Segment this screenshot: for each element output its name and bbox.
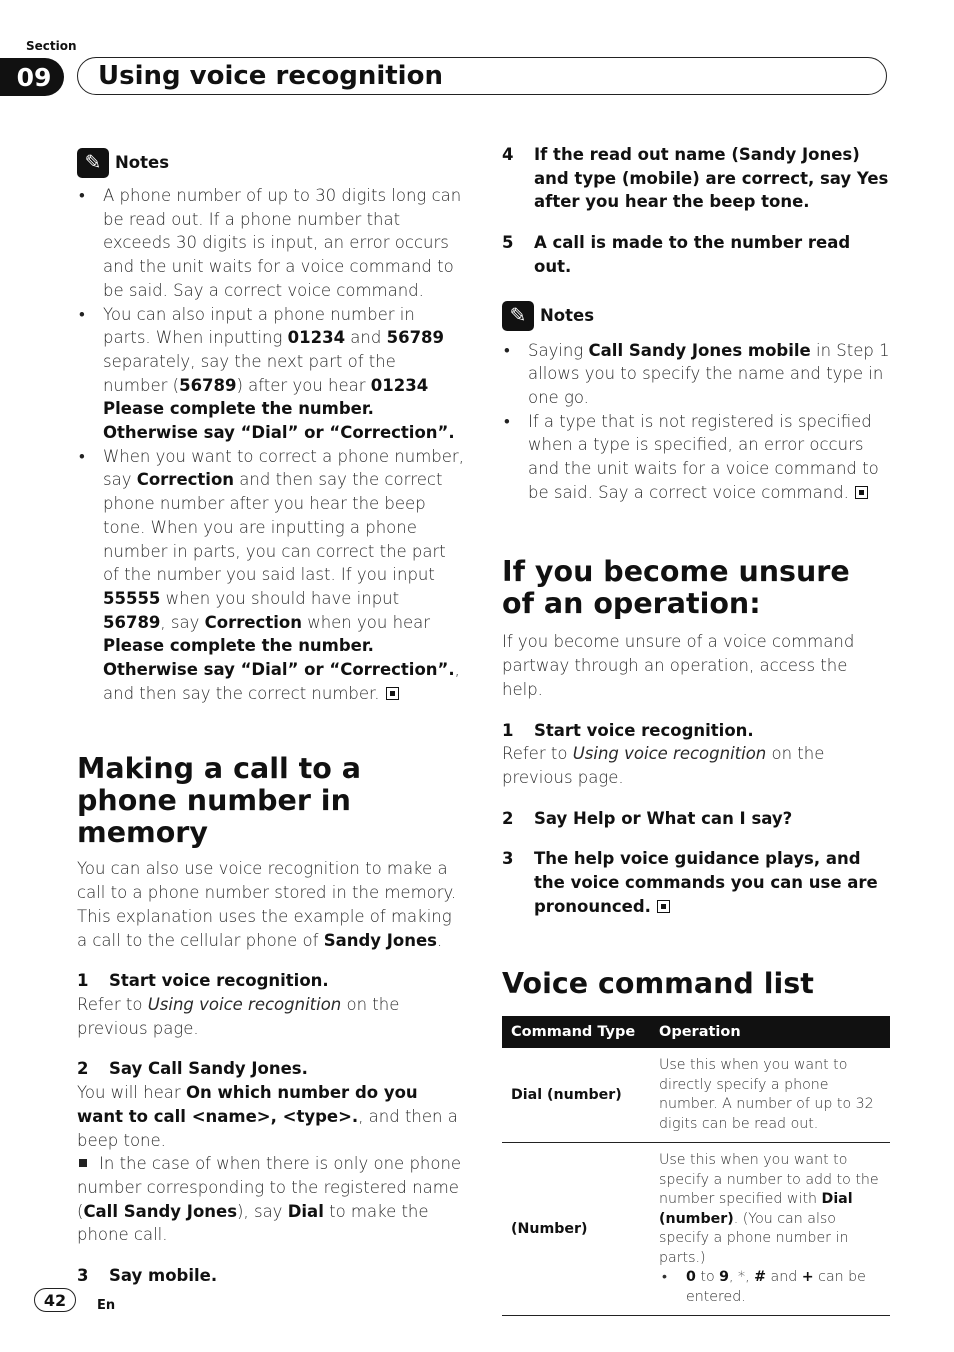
voice-command-list-heading: Voice command list [502,967,814,1001]
table-row [502,1143,890,1316]
section-title: Using voice recognition [77,57,887,95]
command-type-cell: (Number) [502,1143,650,1316]
notes-header [77,148,465,178]
note-item: • Saying Call Sandy Jones mobile in Step 1 allows you to specify the name and type in one go. [502,339,890,410]
language-label: En [97,1298,116,1313]
section-number: 09 [0,58,64,96]
end-mark-icon [657,900,670,913]
end-mark-icon [855,486,868,499]
operation-bullet: • 0 to 9, *, # and + can be entered. [662,1269,866,1305]
help-step-3: 3 The help voice guidance plays, and the voice commands you can use are pronounced. [502,849,878,916]
note-item: • You can also input a phone number in parts. When inputting 01234 and 56789 separately, say the next part of the number (56789) after you hear 01234 Please complete the number. Otherwise say “Dial” or “Correction”. [77,303,465,445]
step-2: 2 Say Call Sandy Jones. [77,1059,308,1079]
memory-intro: You can also use voice recognition to make a call to a phone number stored in the memory. This explanation uses the example of making a call to the cellular phone of Sandy Jones. [77,859,457,950]
table-row [502,1048,890,1143]
end-mark-icon [386,687,399,700]
step-3: 3 Say mobile. [77,1266,218,1286]
help-step-1-body: Refer to Using voice recognition on the previous page. [502,744,825,787]
step-1-body: Refer to Using voice recognition on the previous page. [77,994,400,1038]
section-label: Section [26,39,77,53]
command-type-cell: Dial (number) [502,1048,650,1143]
notes-title: Notes [540,305,595,325]
step-2-note: In the case of when there is only one phone number corresponding to the registered name (Call Sandy Jones), say Dial to make the phone call. [77,1154,462,1245]
pen-icon: ✎ [77,148,109,178]
notes-list [502,339,890,505]
memory-heading: Making a call to a phone number in memory [77,752,362,850]
unsure-intro: If you become unsure of a voice command partway through an operation, access the help. [502,632,855,699]
step-4: 4 If the read out name (Sandy Jones) and type (mobile) are correct, say Yes after you hear the beep tone. [502,145,889,212]
notes-header [502,301,890,331]
notes-list [77,184,465,705]
step-1: 1 Start voice recognition. [77,971,329,991]
page-number: 42 [34,1288,76,1312]
note-item: • If a type that is not registered is specified when a type is specified, an error occurs and the unit waits for a voice command to be said. Say a correct voice command. [502,410,890,505]
square-bullet-icon [79,1159,87,1167]
column-header-operation: Operation [650,1016,890,1048]
note-item: • A phone number of up to 30 digits long can be read out. If a phone number that exceeds 30 digits is input, an error occurs and the unit waits for a voice command to be said. Say a correct voice command. [77,184,465,303]
step-5: 5 A call is made to the number read out. [502,233,851,276]
voice-command-table [502,1016,890,1316]
note-item: • When you want to correct a phone number, say Correction and then say the correct phone number after you hear the beep tone. When you are inputting a phone number in parts, you can correct the part of the number you said last. If you input 55555 when you should have input 56789, say Correction when you hear Please complete the number. Otherwise say “Dial” or “Correction”., and then say the correct number. [77,445,465,706]
help-step-2: 2 Say Help or What can I say? [502,808,793,828]
column-header-command-type: Command Type [502,1016,650,1048]
operation-cell: Use this when you want to directly specify a phone number. A number of up to 32 digits can be read out. [650,1048,890,1143]
pen-icon: ✎ [502,301,534,331]
step-2-body: You will hear On which number do you want to call <name>, <type>., and then a beep tone. [77,1083,458,1150]
right-column [502,143,890,1316]
unsure-heading: If you become unsure of an operation: [502,555,850,621]
left-column [77,148,465,1288]
operation-cell: Use this when you want to specify a number to add to the number specified with Dial (number). (You can also specify a phone number in parts.) • 0 to 9, *, # and + can be entered. [650,1143,890,1316]
notes-title: Notes [115,153,170,173]
help-step-1: 1 Start voice recognition. [502,720,754,740]
